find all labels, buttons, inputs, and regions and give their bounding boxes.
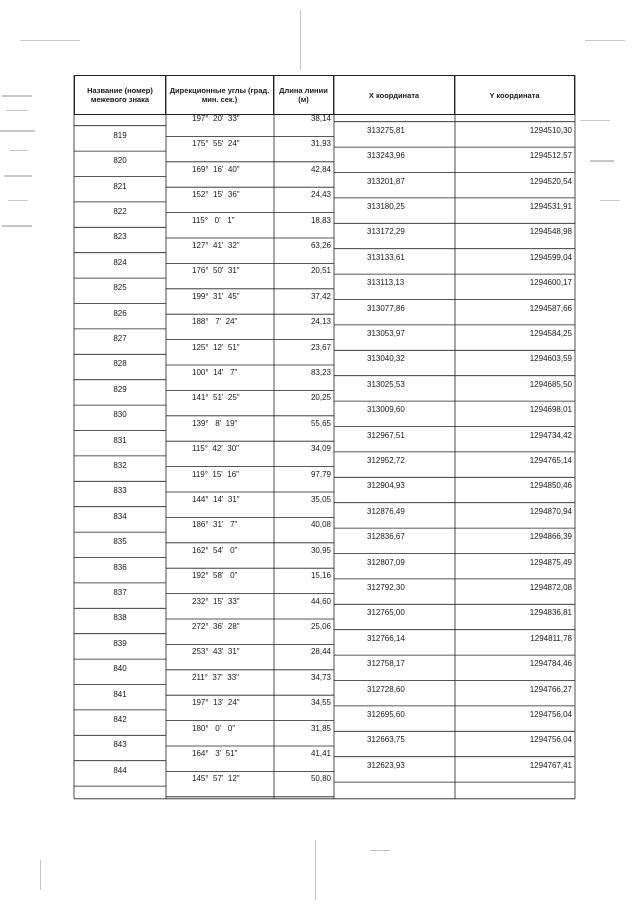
point-name: 840 [113,664,127,674]
y-coordinate: 1294784,46 [529,659,572,669]
x-coordinate: 312807,09 [367,557,405,567]
length-value: 42,84 [310,164,331,174]
angle-value: 197° 13' 24" [192,698,240,708]
x-coordinate: 313133,61 [367,252,405,262]
x-coordinate: 312728,60 [367,684,405,694]
y-coordinate: 1294734,42 [529,430,572,440]
length-value: 15,16 [310,571,331,581]
angle-value: 100° 14' 7" [192,368,238,377]
point-name: 832 [113,460,127,470]
angle-value: 127° 41' 32" [192,241,240,250]
x-coordinate: 312967,51 [367,430,405,440]
length-value: 35,05 [310,495,331,504]
point-name: 820 [113,156,127,166]
angle-value: 115° 42' 30" [192,444,240,454]
point-name: 827 [113,333,127,343]
x-coordinate: 312792,30 [367,582,405,592]
point-name: 836 [113,562,127,572]
angle-value: 144° 14' 31" [192,495,240,504]
length-value: 40,08 [310,520,331,530]
point-name: 831 [113,435,127,445]
angle-value: 162° 54' 0" [192,545,238,555]
length-value: 20,51 [310,266,331,276]
angle-value: 176° 50' 31" [192,266,240,276]
length-value: 25,06 [310,622,331,631]
x-coordinate: 313243,96 [367,151,405,161]
angle-value: 175° 55' 24" [192,139,240,149]
angle-value: 211° 37' 33" [192,672,240,682]
point-name: 838 [113,613,127,623]
y-coordinate: 1294756,04 [529,709,572,719]
length-value: 55,65 [310,418,331,428]
point-name: 842 [113,714,127,724]
angle-value: 253° 43' 31" [192,647,240,657]
angle-value: 186° 31' 7" [192,520,238,530]
point-name: 843 [113,740,127,750]
y-coordinate: 1294811,78 [530,633,572,643]
length-value: 41,41 [310,749,331,758]
length-value: 18,83 [310,215,331,225]
y-coordinate: 1294685,50 [529,379,572,389]
angle-value: 272° 36' 28" [192,622,240,631]
x-coordinate: 312695,60 [367,709,405,719]
y-coordinate: 1294765,14 [529,455,572,465]
angle-value: 180° 0' 0" [192,723,236,733]
angle-value: 119° 15' 16" [192,469,240,479]
y-coordinate: 1294520,54 [529,176,572,186]
x-coordinate: 313180,25 [367,201,405,211]
x-coordinate: 313172,29 [367,227,405,237]
angle-value: 199° 31' 45" [192,291,240,301]
length-value: 24,13 [310,317,331,327]
angle-value: 125° 12' 51" [192,342,240,352]
y-coordinate: 1294603,59 [529,354,572,364]
point-name: 833 [113,486,127,496]
header-x: X координата [334,76,455,114]
x-coordinate: 313009,60 [367,405,405,415]
angle-value: 188° 7' 24" [192,317,238,327]
point-name: 828 [113,359,127,369]
length-value: 31,85 [310,723,331,733]
length-value: 31,93 [310,139,331,149]
x-coordinate: 313040,32 [367,354,405,364]
x-coordinate: 313275,81 [367,125,405,135]
angle-value: 169° 16' 40" [192,164,240,174]
length-value: 63,26 [310,241,331,250]
x-coordinate: 312663,75 [367,735,405,745]
point-name: 844 [113,765,127,775]
x-coordinate: 313113,13 [367,278,405,288]
point-name: 835 [113,537,127,547]
x-coordinate: 312876,49 [367,506,405,516]
length-value: 24,43 [310,190,331,200]
x-coordinate: 313201,87 [367,176,405,186]
length-value: 83,23 [310,368,331,377]
length-value: 34,73 [310,672,331,682]
angle-value: 139° 8' 19" [192,418,238,428]
point-name: 821 [113,181,127,191]
x-coordinate: 312766,14 [367,633,405,643]
y-coordinate: 1294756,04 [529,735,572,745]
x-coordinate: 312623,93 [367,760,405,770]
y-coordinate: 1294872,08 [529,582,572,592]
point-name: 823 [113,232,127,242]
length-value: 44,60 [310,596,331,606]
header-length: Длина линии (м) [274,76,334,114]
point-name: 819 [113,130,127,140]
angle-value: 192° 58' 0" [192,571,238,581]
length-value: 28,44 [310,647,331,657]
length-value: 30,95 [310,545,331,555]
point-name: 826 [113,308,127,318]
y-coordinate: 1294510,30 [529,125,572,135]
y-coordinate: 1294531,91 [529,201,572,211]
x-coordinate: 312836,67 [367,532,405,542]
angle-value: 141° 51' 25" [192,393,240,403]
point-name: 841 [113,689,127,699]
y-coordinate: 1294766,27 [529,684,572,694]
point-name: 839 [113,638,127,648]
y-coordinate: 1294698,01 [529,405,572,415]
length-value: 50,80 [310,774,331,784]
x-coordinate: 313025,53 [367,379,405,389]
header-angle: Дирекционные углы (град. мин. сек.) [166,76,274,114]
y-coordinate: 1294587,66 [529,303,572,313]
length-value: 34,09 [310,444,331,454]
x-coordinate: 312765,00 [367,608,405,618]
point-name: 824 [113,257,127,267]
angle-value: 145° 57' 12" [192,774,240,784]
angle-value: 232° 15' 33" [192,596,240,606]
length-value: 37,42 [310,291,331,301]
y-coordinate: 1294850,46 [529,481,572,491]
point-name: 837 [113,587,127,597]
point-name: 834 [113,511,127,521]
length-value: 20,25 [310,393,331,403]
length-value: 97,79 [310,469,331,479]
y-coordinate: 1294600,17 [529,278,572,288]
y-coordinate: 1294512,57 [529,151,572,161]
y-coordinate: 1294866,39 [529,532,572,542]
length-value: 23,67 [310,342,331,352]
y-coordinate: 1294875,49 [529,557,572,567]
point-name: 830 [113,410,127,420]
y-coordinate: 1294584,25 [529,328,572,338]
header-name: Название (номер) межевого знака [74,76,166,114]
x-coordinate: 312952,72 [367,455,405,465]
y-coordinate: 1294548,98 [529,227,572,237]
y-coordinate: 1294599,04 [529,252,572,262]
length-value: 34,55 [310,698,331,708]
y-coordinate: 1294836,81 [529,608,572,618]
point-name: 825 [113,283,127,293]
point-name: 829 [113,384,127,394]
point-name: 822 [113,206,127,216]
angle-value: 152° 15' 36" [192,190,240,200]
angle-value: 164° 3' 51" [192,749,238,758]
x-coordinate: 312758,17 [367,659,405,669]
length-value: 38,14 [310,114,331,123]
y-coordinate: 1294767,41 [529,760,572,770]
x-coordinate: 312904,93 [367,481,405,491]
angle-value: 115° 0' 1" [192,215,235,225]
x-coordinate: 313077,86 [367,303,405,313]
angle-value: 197° 20' 33" [192,114,240,123]
x-coordinate: 313053,97 [367,328,405,338]
header-y: Y координата [455,76,575,114]
y-coordinate: 1294870,94 [529,506,572,516]
